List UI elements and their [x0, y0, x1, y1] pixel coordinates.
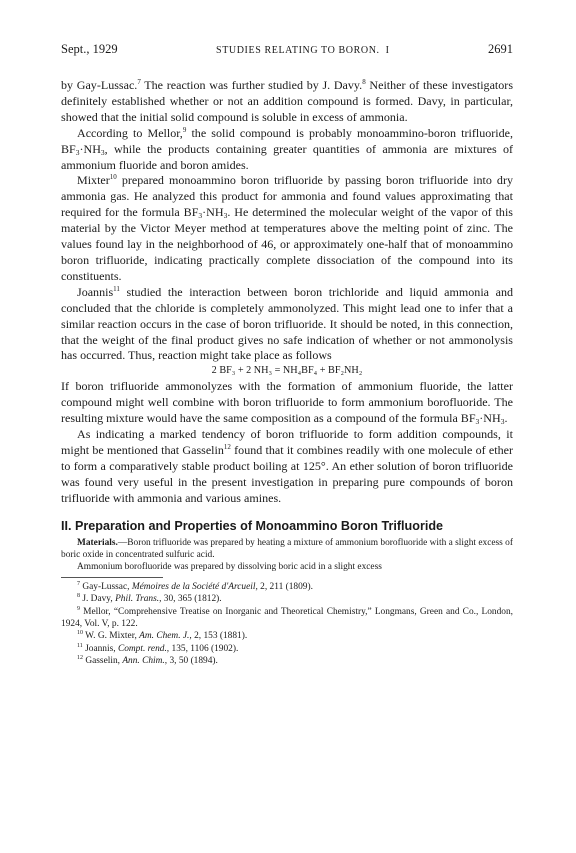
header-roman: I: [385, 45, 390, 56]
subscript: 3: [198, 211, 203, 221]
text-run: ·NH: [202, 205, 224, 220]
materials-text-1: [61, 537, 513, 561]
footnote-journal: Ann. Chim.,: [122, 655, 168, 666]
subscript: 3: [223, 211, 228, 221]
paragraph-3: [61, 173, 513, 284]
footnote-9: [61, 606, 513, 631]
footnote-author: J. Davy,: [80, 594, 116, 605]
paragraph-1: [61, 78, 513, 126]
article-body: [61, 78, 513, 507]
text-run: If boron trifluoride ammonolyzes with the formation of ammonium fluoride, the latter compound might well combine with boron trifluoride to form ammonium borofluoride. The resulting mixture would have the same composition as a compound of the formula BF: [61, 379, 513, 426]
footnote-author: Mellor, “Comprehensive Treatise on Inorganic and Theoretical Chemistry,” Longmans, Green and Co., London, 1924, Vol. V, p. 122.: [61, 606, 513, 630]
footnote-author: W. G. Mixter,: [83, 631, 140, 642]
reaction-equation: 2 BF₃ + 2 NH₃ = NH₄BF₄ + BF₂NH₂: [211, 365, 363, 377]
footnote-11: [61, 643, 513, 655]
paragraph-5: [61, 379, 513, 427]
page-number: 2691: [488, 42, 513, 56]
footnote-ref-9: 9: [182, 125, 187, 134]
footnote-ref-12: 12: [223, 442, 231, 451]
journal-page: [61, 42, 513, 667]
footnotes: [61, 581, 513, 667]
text-run: —Boron trifluoride was prepared by heating a mixture of ammonium borofluoride with a slight excess of boric oxide in concentrated sulfuric acid.: [61, 537, 513, 560]
text-run: prepared monoammino boron trifluoride by passing boron trifluoride into dry ammonia gas. He analyzed this product for ammonia and found values approximating that required for the formula BF: [61, 173, 513, 220]
header-title: [216, 45, 390, 56]
footnote-12: [61, 655, 513, 667]
text-run: ·NH: [79, 141, 101, 156]
text-run: the solid compound is probably monoammino-boron trifluoride, BF: [61, 125, 513, 156]
footnote-10: [61, 630, 513, 642]
subscript: 3: [75, 147, 80, 157]
footnote-author: Gasselin,: [83, 655, 123, 666]
footnote-8: [61, 593, 513, 605]
text-run: As indicating a marked tendency of boron trifluoride to form addition compounds, it might be mentioned that Gasselin: [61, 427, 513, 457]
footnote-ref-11: 11: [113, 284, 120, 293]
text-run: Joannis: [77, 284, 114, 299]
text-run: found that it combines readily with one molecule of ether to form a comparatively stable product boiling at 125°. An ether solution of boron trifluoride was found very useful in the present investigation in preparing pure compounds of boron trifluoride with ammonia and various amines.: [61, 442, 513, 505]
text-run: ·NH: [479, 411, 501, 426]
footnote-journal: Am. Chem. J.,: [139, 631, 192, 642]
footnote-divider: [61, 577, 163, 578]
footnote-citation: 3, 50 (1894).: [167, 655, 218, 666]
footnote-journal: Compt. rend.,: [117, 643, 170, 654]
subscript: 3: [475, 417, 480, 427]
materials-runin: Materials.: [77, 537, 118, 548]
footnote-7: [61, 581, 513, 593]
footnote-author: Gay-Lussac,: [80, 582, 132, 593]
footnote-author: Joannis,: [82, 643, 118, 654]
text-run: According to Mellor,: [77, 125, 183, 140]
text-run: .: [504, 411, 508, 426]
subscript: 3: [100, 147, 105, 157]
paragraph-4: [61, 285, 513, 365]
footnote-ref-8: 8: [362, 77, 366, 86]
footnote-number: 7: [77, 581, 80, 588]
footnote-citation: 135, 1106 (1902).: [169, 643, 239, 654]
footnote-citation: 2, 153 (1881).: [191, 631, 248, 642]
footnote-citation: 30, 365 (1812).: [161, 594, 222, 605]
text-run: Mixter: [77, 173, 110, 188]
footnote-number: 8: [77, 593, 80, 600]
footnote-number: 11: [77, 642, 83, 649]
footnote-number: 9: [77, 605, 80, 612]
subscript: 3: [500, 417, 505, 427]
footnote-number: 10: [77, 630, 83, 637]
running-header: [61, 42, 513, 62]
materials-text-2: Ammonium borofluoride was prepared by dissolving boric acid in a slight excess: [77, 561, 382, 572]
section-heading: II. Preparation and Properties of Monoammino Boron Trifluoride: [61, 518, 444, 533]
footnote-journal: Phil. Trans.,: [115, 594, 162, 605]
text-run: The reaction was further studied by J. Davy.: [140, 78, 363, 92]
paragraph-6: [61, 427, 513, 507]
header-date: Sept., 1929: [61, 42, 118, 56]
text-run: , while the products containing greater quantities of ammonia are mixtures of ammonium fluoride and boron amides.: [61, 141, 513, 172]
text-run: by Gay-Lussac.: [61, 78, 138, 92]
footnote-ref-7: 7: [137, 77, 141, 86]
materials-paragraph: [61, 537, 513, 574]
text-run: Neither of these investigators definitely established whether or not an addition compound is formed. Davy, in particular, showed that the initial solid compound is soluble in excess of ammonia.: [61, 78, 514, 124]
paragraph-2: [61, 126, 513, 174]
header-title-text: STUDIES RELATING TO BORON.: [216, 45, 380, 56]
footnote-citation: 2, 211 (1809).: [257, 582, 313, 593]
text-run: studied the interaction between boron trichloride and liquid ammonia and concluded that the chloride is completely ammonolyzed. This might lead one to infer that a similar reaction occurs in the case of boron trifluoride. It should be noted, in this connection, that the weight of the final product gives no safe indication of whether or not ammonolysis has occurred. Thus, reaction might take place as follows: [61, 284, 513, 363]
footnote-ref-10: 10: [109, 173, 117, 182]
footnote-number: 12: [77, 654, 83, 661]
footnote-journal: Mémoires de la Société d'Arcueil,: [131, 582, 258, 593]
text-run: . He determined the molecular weight of the vapor of this material by the Victor Meyer method at temperatures above the melting point of zinc. The values found lay in the neighborhood of 46, or approximately one-half that of monoammino boron trifluoride, indicating practically complete dissociation of the compound into its constituents.: [61, 205, 513, 283]
